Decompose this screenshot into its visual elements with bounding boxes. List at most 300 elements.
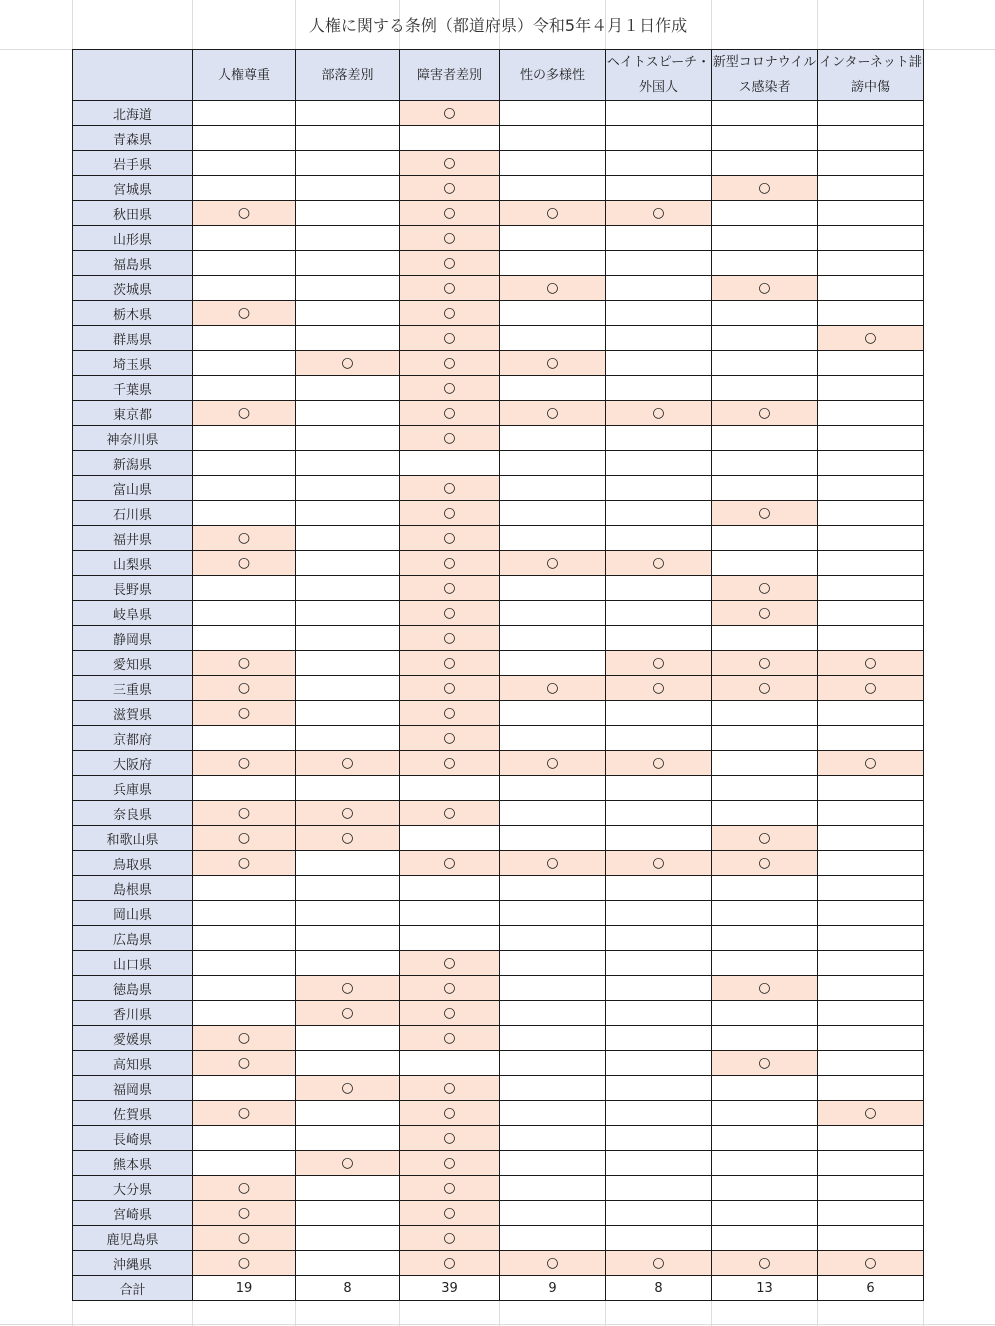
empty-cell[interactable]: [296, 201, 400, 226]
empty-cell[interactable]: [818, 451, 924, 476]
empty-cell[interactable]: [818, 176, 924, 201]
marked-cell[interactable]: [500, 401, 606, 426]
empty-cell[interactable]: [296, 1226, 400, 1251]
empty-cell[interactable]: [500, 176, 606, 201]
marked-cell[interactable]: [712, 601, 818, 626]
empty-cell[interactable]: [500, 1051, 606, 1076]
empty-cell[interactable]: [606, 501, 712, 526]
empty-cell[interactable]: [606, 426, 712, 451]
empty-cell[interactable]: [712, 326, 818, 351]
total-value-cell[interactable]: [193, 1276, 296, 1301]
empty-cell[interactable]: [296, 226, 400, 251]
marked-cell[interactable]: [400, 851, 500, 876]
empty-cell[interactable]: [500, 601, 606, 626]
empty-cell[interactable]: [500, 1226, 606, 1251]
empty-cell[interactable]: [193, 376, 296, 401]
empty-cell[interactable]: [818, 1001, 924, 1026]
prefecture-cell[interactable]: [73, 1076, 193, 1101]
marked-cell[interactable]: [712, 576, 818, 601]
marked-cell[interactable]: [500, 201, 606, 226]
empty-cell[interactable]: [606, 276, 712, 301]
empty-cell[interactable]: [193, 476, 296, 501]
empty-cell[interactable]: [193, 151, 296, 176]
empty-cell[interactable]: [193, 876, 296, 901]
marked-cell[interactable]: [400, 501, 500, 526]
prefecture-cell[interactable]: [73, 1001, 193, 1026]
marked-cell[interactable]: [712, 276, 818, 301]
prefecture-cell[interactable]: [73, 551, 193, 576]
empty-cell[interactable]: [606, 926, 712, 951]
marked-cell[interactable]: [193, 701, 296, 726]
marked-cell[interactable]: [400, 401, 500, 426]
empty-cell[interactable]: [818, 501, 924, 526]
empty-cell[interactable]: [606, 476, 712, 501]
marked-cell[interactable]: [193, 1101, 296, 1126]
marked-cell[interactable]: [400, 201, 500, 226]
empty-cell[interactable]: [606, 726, 712, 751]
prefecture-cell[interactable]: [73, 1151, 193, 1176]
empty-cell[interactable]: [818, 426, 924, 451]
empty-cell[interactable]: [500, 876, 606, 901]
marked-cell[interactable]: [193, 526, 296, 551]
empty-cell[interactable]: [818, 926, 924, 951]
empty-cell[interactable]: [818, 626, 924, 651]
marked-cell[interactable]: [193, 301, 296, 326]
empty-cell[interactable]: [606, 951, 712, 976]
empty-cell[interactable]: [818, 826, 924, 851]
prefecture-cell[interactable]: [73, 876, 193, 901]
column-header-cell[interactable]: [500, 50, 606, 101]
empty-cell[interactable]: [193, 351, 296, 376]
empty-cell[interactable]: [818, 351, 924, 376]
marked-cell[interactable]: [193, 1226, 296, 1251]
marked-cell[interactable]: [296, 1001, 400, 1026]
marked-cell[interactable]: [712, 976, 818, 1001]
prefecture-cell[interactable]: [73, 101, 193, 126]
empty-cell[interactable]: [500, 451, 606, 476]
empty-cell[interactable]: [818, 551, 924, 576]
marked-cell[interactable]: [296, 1151, 400, 1176]
empty-cell[interactable]: [818, 1126, 924, 1151]
empty-cell[interactable]: [500, 926, 606, 951]
prefecture-cell[interactable]: [73, 826, 193, 851]
marked-cell[interactable]: [400, 151, 500, 176]
empty-cell[interactable]: [193, 451, 296, 476]
empty-cell[interactable]: [296, 101, 400, 126]
empty-cell[interactable]: [296, 251, 400, 276]
empty-cell[interactable]: [193, 926, 296, 951]
empty-cell[interactable]: [606, 101, 712, 126]
marked-cell[interactable]: [193, 1051, 296, 1076]
marked-cell[interactable]: [400, 1151, 500, 1176]
marked-cell[interactable]: [606, 676, 712, 701]
empty-cell[interactable]: [712, 626, 818, 651]
empty-cell[interactable]: [606, 1051, 712, 1076]
empty-cell[interactable]: [500, 801, 606, 826]
empty-cell[interactable]: [296, 476, 400, 501]
empty-cell[interactable]: [296, 1176, 400, 1201]
empty-cell[interactable]: [818, 951, 924, 976]
empty-cell[interactable]: [296, 526, 400, 551]
empty-cell[interactable]: [712, 151, 818, 176]
prefecture-cell[interactable]: [73, 201, 193, 226]
marked-cell[interactable]: [400, 101, 500, 126]
empty-cell[interactable]: [296, 901, 400, 926]
empty-cell[interactable]: [712, 1226, 818, 1251]
empty-cell[interactable]: [500, 151, 606, 176]
empty-cell[interactable]: [500, 776, 606, 801]
marked-cell[interactable]: [606, 1251, 712, 1276]
marked-cell[interactable]: [400, 276, 500, 301]
marked-cell[interactable]: [400, 651, 500, 676]
total-value-cell[interactable]: [712, 1276, 818, 1301]
empty-cell[interactable]: [296, 576, 400, 601]
empty-cell[interactable]: [818, 976, 924, 1001]
column-header-cell[interactable]: [712, 50, 818, 101]
empty-cell[interactable]: [500, 526, 606, 551]
marked-cell[interactable]: [400, 951, 500, 976]
empty-cell[interactable]: [193, 951, 296, 976]
empty-cell[interactable]: [606, 1126, 712, 1151]
empty-cell[interactable]: [296, 951, 400, 976]
prefecture-cell[interactable]: [73, 701, 193, 726]
prefecture-cell[interactable]: [73, 576, 193, 601]
marked-cell[interactable]: [400, 601, 500, 626]
empty-cell[interactable]: [606, 1076, 712, 1101]
marked-cell[interactable]: [712, 1051, 818, 1076]
empty-cell[interactable]: [606, 576, 712, 601]
empty-cell[interactable]: [712, 1101, 818, 1126]
empty-cell[interactable]: [818, 201, 924, 226]
empty-cell[interactable]: [400, 776, 500, 801]
empty-cell[interactable]: [400, 451, 500, 476]
empty-cell[interactable]: [296, 1201, 400, 1226]
empty-cell[interactable]: [193, 976, 296, 1001]
column-header-cell[interactable]: [400, 50, 500, 101]
empty-cell[interactable]: [500, 1001, 606, 1026]
empty-cell[interactable]: [296, 401, 400, 426]
total-label-cell[interactable]: [73, 1276, 193, 1301]
empty-cell[interactable]: [818, 576, 924, 601]
empty-cell[interactable]: [500, 626, 606, 651]
empty-cell[interactable]: [400, 1051, 500, 1076]
empty-cell[interactable]: [818, 151, 924, 176]
empty-cell[interactable]: [712, 101, 818, 126]
marked-cell[interactable]: [193, 551, 296, 576]
empty-cell[interactable]: [400, 876, 500, 901]
empty-cell[interactable]: [500, 976, 606, 1001]
empty-cell[interactable]: [606, 1026, 712, 1051]
empty-cell[interactable]: [500, 901, 606, 926]
prefecture-cell[interactable]: [73, 901, 193, 926]
marked-cell[interactable]: [500, 751, 606, 776]
empty-cell[interactable]: [818, 226, 924, 251]
marked-cell[interactable]: [400, 251, 500, 276]
prefecture-cell[interactable]: [73, 1051, 193, 1076]
empty-cell[interactable]: [606, 326, 712, 351]
empty-cell[interactable]: [400, 126, 500, 151]
marked-cell[interactable]: [193, 851, 296, 876]
empty-cell[interactable]: [606, 251, 712, 276]
empty-cell[interactable]: [712, 226, 818, 251]
marked-cell[interactable]: [712, 501, 818, 526]
empty-cell[interactable]: [712, 751, 818, 776]
empty-cell[interactable]: [606, 1001, 712, 1026]
empty-cell[interactable]: [818, 526, 924, 551]
marked-cell[interactable]: [500, 1251, 606, 1276]
empty-cell[interactable]: [500, 1026, 606, 1051]
column-header-cell[interactable]: [818, 50, 924, 101]
marked-cell[interactable]: [296, 826, 400, 851]
marked-cell[interactable]: [500, 276, 606, 301]
prefecture-cell[interactable]: [73, 526, 193, 551]
empty-cell[interactable]: [818, 601, 924, 626]
empty-cell[interactable]: [296, 1101, 400, 1126]
empty-cell[interactable]: [500, 301, 606, 326]
empty-cell[interactable]: [818, 1051, 924, 1076]
empty-cell[interactable]: [818, 776, 924, 801]
empty-cell[interactable]: [818, 1076, 924, 1101]
prefecture-cell[interactable]: [73, 301, 193, 326]
empty-cell[interactable]: [296, 726, 400, 751]
prefecture-cell[interactable]: [73, 401, 193, 426]
empty-cell[interactable]: [818, 1026, 924, 1051]
empty-cell[interactable]: [606, 1226, 712, 1251]
prefecture-cell[interactable]: [73, 376, 193, 401]
empty-cell[interactable]: [296, 326, 400, 351]
empty-cell[interactable]: [818, 126, 924, 151]
empty-cell[interactable]: [606, 1201, 712, 1226]
marked-cell[interactable]: [712, 1251, 818, 1276]
marked-cell[interactable]: [400, 476, 500, 501]
empty-cell[interactable]: [606, 526, 712, 551]
marked-cell[interactable]: [400, 1226, 500, 1251]
marked-cell[interactable]: [400, 301, 500, 326]
empty-cell[interactable]: [712, 951, 818, 976]
empty-cell[interactable]: [712, 701, 818, 726]
empty-cell[interactable]: [500, 1126, 606, 1151]
empty-cell[interactable]: [193, 276, 296, 301]
marked-cell[interactable]: [400, 1201, 500, 1226]
empty-cell[interactable]: [606, 376, 712, 401]
empty-cell[interactable]: [500, 826, 606, 851]
empty-cell[interactable]: [712, 776, 818, 801]
empty-cell[interactable]: [606, 1101, 712, 1126]
empty-cell[interactable]: [296, 551, 400, 576]
empty-cell[interactable]: [296, 876, 400, 901]
empty-cell[interactable]: [818, 1201, 924, 1226]
marked-cell[interactable]: [400, 326, 500, 351]
empty-cell[interactable]: [818, 726, 924, 751]
prefecture-cell[interactable]: [73, 1026, 193, 1051]
empty-cell[interactable]: [500, 476, 606, 501]
empty-cell[interactable]: [712, 1176, 818, 1201]
marked-cell[interactable]: [818, 751, 924, 776]
empty-cell[interactable]: [400, 926, 500, 951]
empty-cell[interactable]: [818, 476, 924, 501]
marked-cell[interactable]: [400, 426, 500, 451]
marked-cell[interactable]: [193, 1026, 296, 1051]
empty-cell[interactable]: [606, 351, 712, 376]
marked-cell[interactable]: [400, 1076, 500, 1101]
empty-cell[interactable]: [606, 301, 712, 326]
empty-cell[interactable]: [712, 1151, 818, 1176]
empty-cell[interactable]: [818, 876, 924, 901]
marked-cell[interactable]: [296, 751, 400, 776]
empty-cell[interactable]: [193, 501, 296, 526]
marked-cell[interactable]: [193, 826, 296, 851]
empty-cell[interactable]: [712, 1201, 818, 1226]
marked-cell[interactable]: [712, 826, 818, 851]
empty-cell[interactable]: [606, 1151, 712, 1176]
prefecture-cell[interactable]: [73, 1201, 193, 1226]
empty-cell[interactable]: [296, 1251, 400, 1276]
marked-cell[interactable]: [606, 551, 712, 576]
empty-cell[interactable]: [500, 501, 606, 526]
empty-cell[interactable]: [818, 401, 924, 426]
marked-cell[interactable]: [296, 351, 400, 376]
empty-cell[interactable]: [712, 1026, 818, 1051]
marked-cell[interactable]: [400, 726, 500, 751]
empty-cell[interactable]: [606, 876, 712, 901]
prefecture-cell[interactable]: [73, 1101, 193, 1126]
empty-cell[interactable]: [712, 726, 818, 751]
prefecture-cell[interactable]: [73, 226, 193, 251]
marked-cell[interactable]: [400, 376, 500, 401]
prefecture-cell[interactable]: [73, 326, 193, 351]
empty-cell[interactable]: [606, 901, 712, 926]
empty-cell[interactable]: [712, 1076, 818, 1101]
empty-cell[interactable]: [500, 1101, 606, 1126]
marked-cell[interactable]: [193, 1251, 296, 1276]
prefecture-cell[interactable]: [73, 1176, 193, 1201]
prefecture-cell[interactable]: [73, 1226, 193, 1251]
marked-cell[interactable]: [400, 976, 500, 1001]
prefecture-cell[interactable]: [73, 676, 193, 701]
marked-cell[interactable]: [818, 651, 924, 676]
marked-cell[interactable]: [193, 1176, 296, 1201]
empty-cell[interactable]: [818, 301, 924, 326]
empty-cell[interactable]: [193, 126, 296, 151]
marked-cell[interactable]: [712, 676, 818, 701]
marked-cell[interactable]: [400, 1026, 500, 1051]
empty-cell[interactable]: [606, 226, 712, 251]
empty-cell[interactable]: [193, 426, 296, 451]
prefecture-cell[interactable]: [73, 951, 193, 976]
empty-cell[interactable]: [193, 226, 296, 251]
marked-cell[interactable]: [296, 801, 400, 826]
empty-cell[interactable]: [296, 501, 400, 526]
marked-cell[interactable]: [400, 576, 500, 601]
empty-cell[interactable]: [712, 801, 818, 826]
empty-cell[interactable]: [500, 251, 606, 276]
prefecture-cell[interactable]: [73, 151, 193, 176]
empty-cell[interactable]: [606, 601, 712, 626]
empty-cell[interactable]: [500, 1076, 606, 1101]
marked-cell[interactable]: [193, 401, 296, 426]
marked-cell[interactable]: [296, 1076, 400, 1101]
empty-cell[interactable]: [296, 151, 400, 176]
empty-cell[interactable]: [193, 726, 296, 751]
prefecture-cell[interactable]: [73, 476, 193, 501]
empty-cell[interactable]: [500, 1176, 606, 1201]
empty-cell[interactable]: [296, 926, 400, 951]
empty-cell[interactable]: [818, 851, 924, 876]
prefecture-cell[interactable]: [73, 276, 193, 301]
empty-cell[interactable]: [193, 176, 296, 201]
prefecture-cell[interactable]: [73, 751, 193, 776]
marked-cell[interactable]: [400, 351, 500, 376]
marked-cell[interactable]: [193, 676, 296, 701]
empty-cell[interactable]: [296, 676, 400, 701]
total-value-cell[interactable]: [606, 1276, 712, 1301]
column-header-cell[interactable]: [193, 50, 296, 101]
marked-cell[interactable]: [500, 851, 606, 876]
prefecture-cell[interactable]: [73, 651, 193, 676]
prefecture-cell[interactable]: [73, 1251, 193, 1276]
marked-cell[interactable]: [712, 651, 818, 676]
marked-cell[interactable]: [712, 851, 818, 876]
prefecture-cell[interactable]: [73, 776, 193, 801]
empty-cell[interactable]: [500, 126, 606, 151]
empty-cell[interactable]: [400, 901, 500, 926]
empty-cell[interactable]: [500, 226, 606, 251]
empty-cell[interactable]: [712, 901, 818, 926]
marked-cell[interactable]: [400, 751, 500, 776]
empty-cell[interactable]: [296, 651, 400, 676]
empty-cell[interactable]: [193, 1126, 296, 1151]
empty-cell[interactable]: [296, 701, 400, 726]
empty-cell[interactable]: [500, 651, 606, 676]
empty-cell[interactable]: [500, 576, 606, 601]
empty-cell[interactable]: [500, 376, 606, 401]
empty-cell[interactable]: [296, 276, 400, 301]
empty-cell[interactable]: [193, 326, 296, 351]
empty-cell[interactable]: [606, 976, 712, 1001]
marked-cell[interactable]: [500, 551, 606, 576]
empty-cell[interactable]: [712, 1001, 818, 1026]
empty-cell[interactable]: [818, 801, 924, 826]
marked-cell[interactable]: [400, 176, 500, 201]
empty-cell[interactable]: [400, 826, 500, 851]
prefecture-cell[interactable]: [73, 501, 193, 526]
marked-cell[interactable]: [400, 1251, 500, 1276]
marked-cell[interactable]: [193, 801, 296, 826]
marked-cell[interactable]: [400, 526, 500, 551]
prefecture-cell[interactable]: [73, 451, 193, 476]
marked-cell[interactable]: [400, 1101, 500, 1126]
prefecture-cell[interactable]: [73, 726, 193, 751]
empty-cell[interactable]: [818, 101, 924, 126]
empty-cell[interactable]: [606, 776, 712, 801]
total-value-cell[interactable]: [296, 1276, 400, 1301]
empty-cell[interactable]: [500, 726, 606, 751]
marked-cell[interactable]: [712, 176, 818, 201]
marked-cell[interactable]: [400, 701, 500, 726]
marked-cell[interactable]: [712, 401, 818, 426]
empty-cell[interactable]: [500, 951, 606, 976]
empty-cell[interactable]: [712, 351, 818, 376]
marked-cell[interactable]: [818, 326, 924, 351]
empty-cell[interactable]: [193, 101, 296, 126]
empty-cell[interactable]: [296, 376, 400, 401]
prefecture-cell[interactable]: [73, 251, 193, 276]
marked-cell[interactable]: [500, 676, 606, 701]
empty-cell[interactable]: [818, 1151, 924, 1176]
empty-cell[interactable]: [296, 426, 400, 451]
marked-cell[interactable]: [818, 1251, 924, 1276]
empty-cell[interactable]: [193, 576, 296, 601]
